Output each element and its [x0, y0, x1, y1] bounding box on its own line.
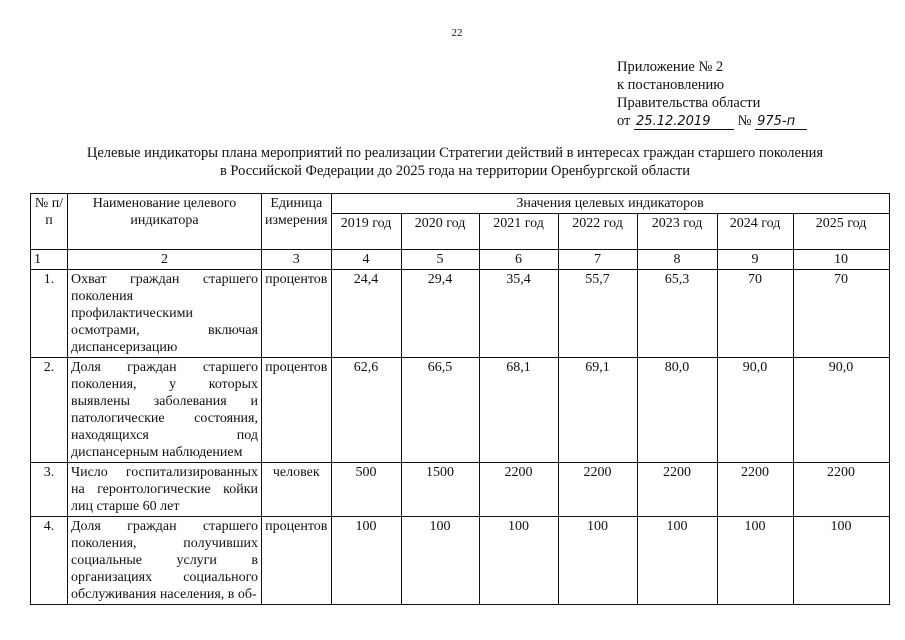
- title-line-2: в Российской Федерации до 2025 года на территории Оренбургской области: [219, 163, 691, 179]
- header-name: Наименование целевого индикатора: [68, 194, 262, 250]
- header-year: 2019 год: [331, 214, 401, 250]
- row-value: 100: [401, 517, 479, 605]
- row-num: 4.: [31, 517, 68, 605]
- column-number: 5: [401, 250, 479, 270]
- row-value: 69,1: [558, 358, 637, 463]
- row-value: 35,4: [479, 270, 558, 358]
- column-number: 1: [31, 250, 68, 270]
- row-num: 3.: [31, 463, 68, 517]
- row-value: 65,3: [637, 270, 717, 358]
- row-name: Доля граждан старшего поколения, получивших социальные услуги в организациях социального обслуживания населения, в об-: [68, 517, 262, 605]
- column-number: 2: [68, 250, 262, 270]
- row-value: 100: [558, 517, 637, 605]
- row-unit: человек: [262, 463, 332, 517]
- row-name: Доля граждан старшего поколения, у которых выявлены заболевания и патологические состояния, находящихся под диспансерным наблюдением: [68, 358, 262, 463]
- row-value: 62,6: [331, 358, 401, 463]
- header-year: 2020 год: [401, 214, 479, 250]
- row-unit: процентов: [262, 270, 332, 358]
- column-number: 8: [637, 250, 717, 270]
- number-label: №: [737, 113, 752, 129]
- document-title: [0, 144, 905, 180]
- table-row: [31, 270, 890, 358]
- appendix-line-2: к постановлению: [617, 77, 725, 93]
- from-label: от: [617, 113, 631, 129]
- row-name: Охват граждан старшего поколения профилактическими осмотрами, включая диспансеризацию: [68, 270, 262, 358]
- row-value: 66,5: [401, 358, 479, 463]
- handwritten-date: 25.12.2019: [634, 114, 734, 130]
- row-value: 90,0: [793, 358, 889, 463]
- row-value: 24,4: [331, 270, 401, 358]
- row-value: 100: [331, 517, 401, 605]
- table-row: [31, 517, 890, 605]
- header-year: 2025 год: [793, 214, 889, 250]
- page-number: 22: [451, 27, 463, 39]
- column-numbers-row: [31, 250, 890, 270]
- header-num: № п/п: [31, 194, 68, 250]
- appendix-date-line: [617, 112, 807, 130]
- appendix-line-1: Приложение № 2: [617, 59, 724, 75]
- column-number: 10: [793, 250, 889, 270]
- row-value: 70: [717, 270, 793, 358]
- table-row: [31, 463, 890, 517]
- header-year: 2024 год: [717, 214, 793, 250]
- row-value: 100: [479, 517, 558, 605]
- row-value: 500: [331, 463, 401, 517]
- header-row-1: [31, 194, 890, 214]
- column-number: 6: [479, 250, 558, 270]
- row-value: 2200: [479, 463, 558, 517]
- handwritten-number: 975-п: [755, 114, 807, 130]
- row-value: 90,0: [717, 358, 793, 463]
- table-row: [31, 358, 890, 463]
- row-value: 2200: [793, 463, 889, 517]
- header-unit: Единица измерения: [262, 194, 332, 250]
- row-value: 1500: [401, 463, 479, 517]
- row-value: 70: [793, 270, 889, 358]
- row-value: 2200: [717, 463, 793, 517]
- header-values-group: Значения целевых индикаторов: [331, 194, 889, 214]
- column-number: 9: [717, 250, 793, 270]
- row-value: 2200: [637, 463, 717, 517]
- header-year: 2023 год: [637, 214, 717, 250]
- row-unit: процентов: [262, 358, 332, 463]
- row-num: 1.: [31, 270, 68, 358]
- appendix-block: [617, 58, 807, 130]
- column-number: 7: [558, 250, 637, 270]
- title-line-1: Целевые индикаторы плана мероприятий по реализации Стратегии действий в интересах граждан старшего поколения: [86, 145, 824, 161]
- row-value: 29,4: [401, 270, 479, 358]
- header-year: 2021 год: [479, 214, 558, 250]
- column-number: 4: [331, 250, 401, 270]
- row-value: 100: [793, 517, 889, 605]
- header-year: 2022 год: [558, 214, 637, 250]
- row-name: Число госпитализированных на геронтологические койки лиц старше 60 лет: [68, 463, 262, 517]
- row-num: 2.: [31, 358, 68, 463]
- column-number: 3: [262, 250, 332, 270]
- indicators-table: [30, 193, 890, 605]
- row-value: 68,1: [479, 358, 558, 463]
- row-value: 80,0: [637, 358, 717, 463]
- row-value: 55,7: [558, 270, 637, 358]
- row-value: 100: [637, 517, 717, 605]
- row-unit: процентов: [262, 517, 332, 605]
- appendix-line-3: Правительства области: [617, 95, 761, 111]
- row-value: 2200: [558, 463, 637, 517]
- row-value: 100: [717, 517, 793, 605]
